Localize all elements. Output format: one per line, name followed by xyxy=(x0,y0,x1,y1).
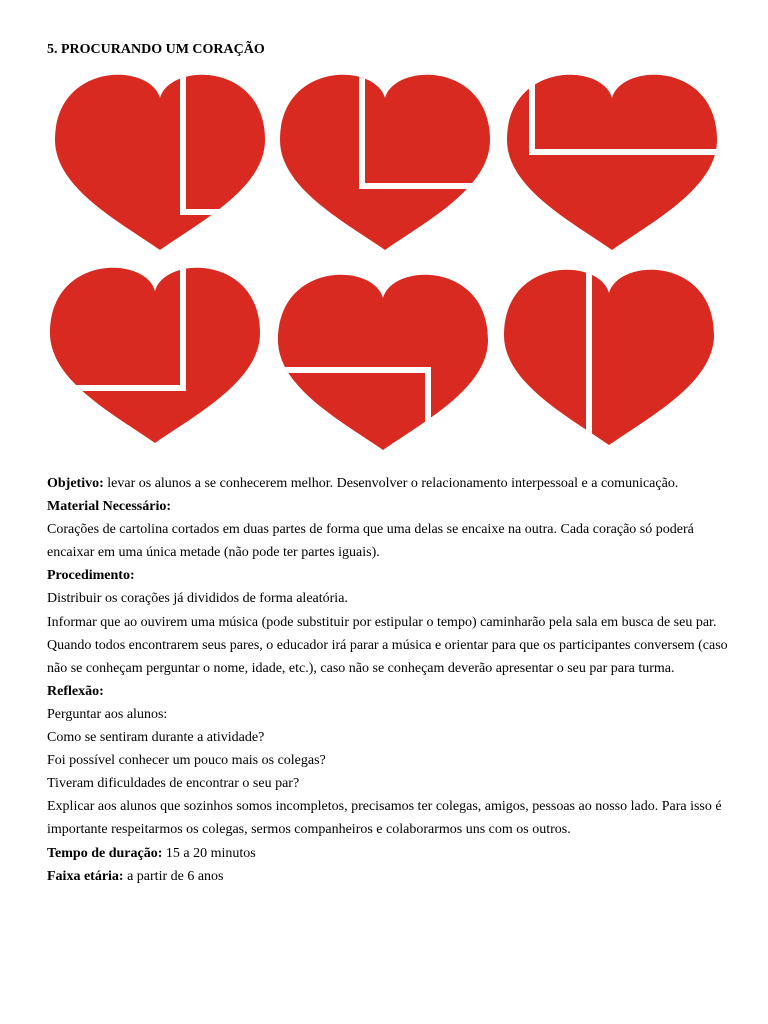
heart-cut-bottom-step xyxy=(263,275,488,460)
material-heading: Material Necessário: xyxy=(47,499,171,515)
procedure-line: Distribuir os corações já divididos de forma aleatória. xyxy=(47,591,348,607)
duration-label: Tempo de duração: xyxy=(47,845,163,861)
heart-cut-center-split xyxy=(504,215,714,455)
heart-cut-vertical-step xyxy=(55,20,265,250)
procedure-line: Quando todos encontrarem seus pares, o educador irá parar a música e orientar para que os participantes conversem (caso não se conheçam perguntar o nome, idade, etc.), caso não se conheçam deverão apresentar o seu par para turma. xyxy=(47,637,728,676)
age-range-label: Faixa etária: xyxy=(47,868,124,884)
age-range-value: a partir de 6 anos xyxy=(123,868,224,884)
age-range-paragraph xyxy=(47,865,737,888)
reflection-line: Explicar aos alunos que sozinhos somos incompletos, precisamos ter colegas, amigos, pessoas ao nosso lado. Para isso é importante respeitarmos os colegas, sermos companheiros e colaborarmos uns com os outros. xyxy=(47,799,722,838)
reflection-line: Tiveram dificuldades de encontrar o seu par? xyxy=(47,776,300,792)
duration-paragraph xyxy=(47,842,737,865)
heart-cut-corner-step xyxy=(35,213,260,443)
objective-paragraph xyxy=(47,472,737,495)
procedure-heading: Procedimento: xyxy=(47,568,135,584)
activity-description xyxy=(47,472,737,888)
reflection-line: Foi possível conhecer um pouco mais os colegas? xyxy=(47,753,326,769)
hearts-illustration xyxy=(0,0,768,470)
procedure-line: Informar que ao ouvirem uma música (pode substituir por estipular o tempo) caminharão pela sala em busca de seu par. xyxy=(47,614,717,630)
reflection-heading: Reflexão: xyxy=(47,683,104,699)
objective-text: levar os alunos a se conhecerem melhor. Desenvolver o relacionamento interpessoal e a comunicação. xyxy=(103,476,679,491)
duration-value: 15 a 20 minutos xyxy=(162,845,256,861)
section-title: 5. PROCURANDO UM CORAÇÃO xyxy=(47,42,265,57)
objective-label: Objetivo: xyxy=(47,476,104,491)
material-text: Corações de cartolina cortados em duas partes de forma que uma delas se encaixe na outra. Cada coração só poderá encaixar em uma única metade (não pode ter partes iguais). xyxy=(47,522,694,561)
heart-cut-l-shape xyxy=(280,20,505,250)
heart-cut-top-notch xyxy=(507,20,732,250)
reflection-line: Como se sentiram durante a atividade? xyxy=(47,730,265,746)
reflection-line: Perguntar aos alunos: xyxy=(47,706,168,722)
